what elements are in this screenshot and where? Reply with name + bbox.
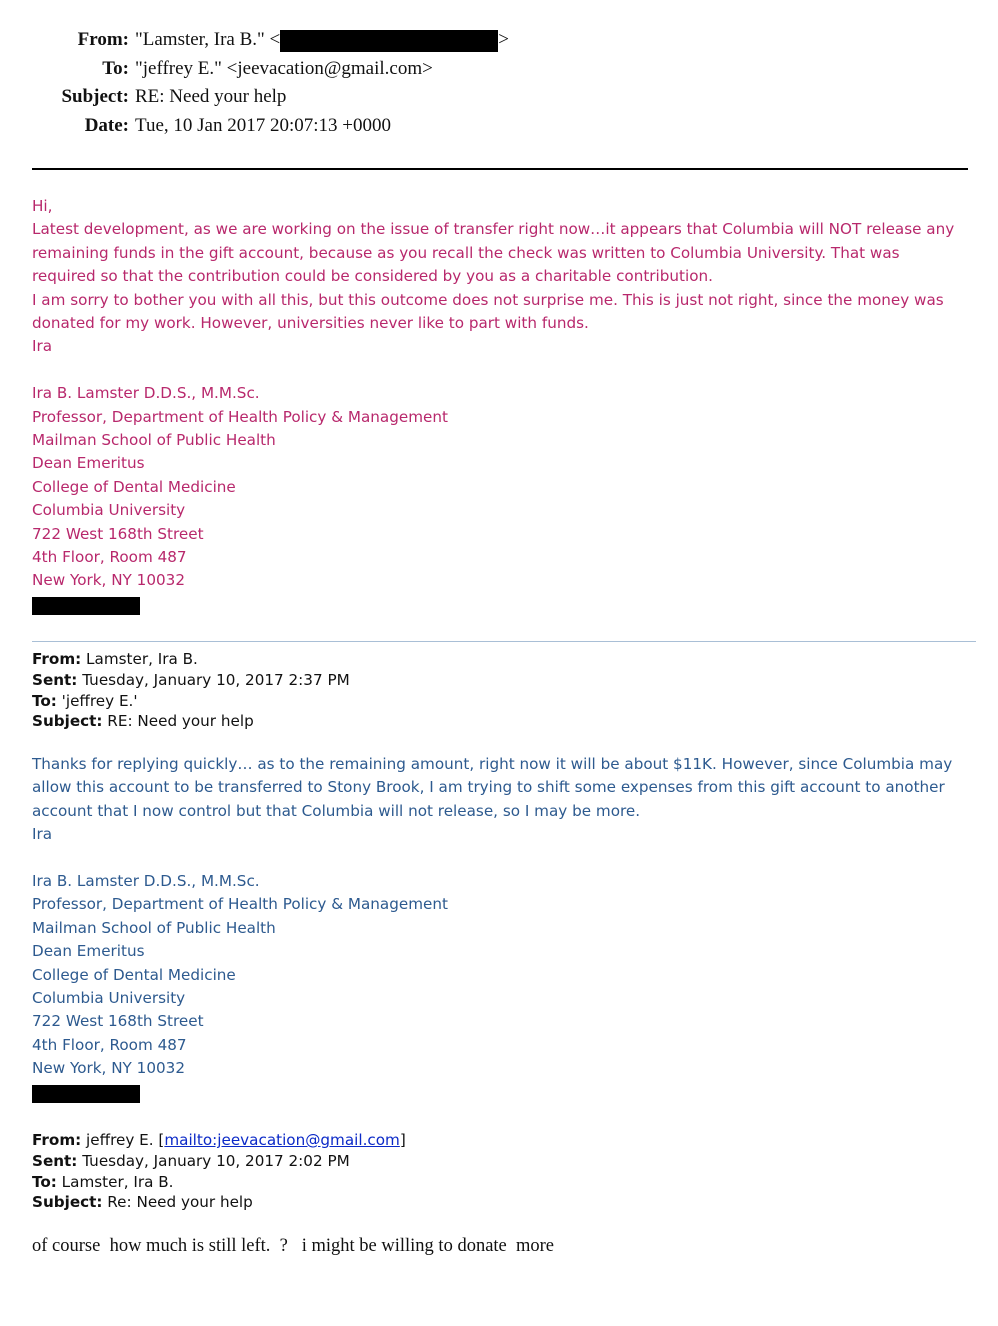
quoted-header-1 xyxy=(32,649,932,732)
signature-line: College of Dental Medicine xyxy=(32,477,236,496)
blank-line xyxy=(32,359,972,382)
signature-line: 4th Floor, Room 487 xyxy=(32,1035,187,1054)
quoted-subject-value: Re: Need your help xyxy=(102,1193,253,1212)
signature-line: New York, NY 10032 xyxy=(32,1059,185,1078)
signature-line: 722 West 168th Street xyxy=(32,1012,204,1031)
header-date-label: Date: xyxy=(84,115,129,137)
signature-line: Dean Emeritus xyxy=(32,454,145,473)
header-divider xyxy=(32,168,968,170)
header-from-tail: > xyxy=(498,29,509,50)
header-subject-label: Subject: xyxy=(61,86,129,108)
message-line: account that I now control but that Columbia will not release, so I may be more. xyxy=(32,801,641,820)
message-line: allow this account to be transferred to Stony Brook, I am trying to shift some expenses from this gift account to another xyxy=(32,778,945,797)
header-from-label: From: xyxy=(77,29,129,50)
message-line: I am sorry to bother you with all this, but this outcome does not surprise me. This is just not right, since the money was xyxy=(32,290,944,309)
quoted-sent-label: Sent: xyxy=(32,670,78,689)
quoted-subject-label: Subject: xyxy=(32,1193,103,1212)
quoted-to-row xyxy=(32,691,932,712)
signature-block-2 xyxy=(32,870,972,1081)
quoted-to-value: Lamster, Ira B. xyxy=(56,1172,174,1191)
quoted-sent-row xyxy=(32,1151,932,1172)
quoted-subject-label: Subject: xyxy=(32,712,103,731)
signature-line: Professor, Department of Health Policy & Management xyxy=(32,407,448,426)
quoted-subject-value: RE: Need your help xyxy=(102,712,254,731)
link-bracket: [ xyxy=(158,1131,165,1149)
quoted-from-value: Lamster, Ira B. xyxy=(81,650,198,668)
signature-line: 4th Floor, Room 487 xyxy=(32,548,187,567)
message-line: remaining funds in the gift account, because as you recall the check was written to Columbia University. That was xyxy=(32,243,900,262)
message-line: required so that the contribution could be considered by you as a charitable contribution. xyxy=(32,267,713,286)
signature-line: Professor, Department of Health Policy & Management xyxy=(32,895,448,914)
header-subject-row xyxy=(0,83,600,112)
quoted-from-value: jeffrey E. xyxy=(81,1131,159,1149)
header-date-row xyxy=(0,112,600,141)
quoted-header-2 xyxy=(32,1130,932,1213)
blank-line xyxy=(32,847,972,870)
header-to-row xyxy=(0,55,600,84)
message-line: Latest development, as we are working on the issue of transfer right now…it appears that Columbia will NOT release any xyxy=(32,220,955,239)
redaction-bar xyxy=(32,1085,140,1103)
quoted-from-label: From: xyxy=(32,650,82,668)
quoted-from-row xyxy=(32,1130,932,1151)
header-from-row xyxy=(0,26,600,55)
redaction-bar xyxy=(280,30,498,52)
header-from-value: "Lamster, Ira B." < xyxy=(135,29,281,50)
quoted-subject-row xyxy=(32,1192,932,1213)
email-link[interactable]: mailto:jeevacation@gmail.com xyxy=(164,1131,400,1149)
message-line: Hi, xyxy=(32,197,53,215)
header-subject-value: RE: Need your help xyxy=(135,86,287,108)
signature-line: Mailman School of Public Health xyxy=(32,918,276,937)
signature-line: Ira B. Lamster D.D.S., M.M.Sc. xyxy=(32,872,260,891)
message-body-3: of course how much is still left. ? i might be willing to donate more xyxy=(32,1236,555,1256)
quoted-subject-row xyxy=(32,711,932,732)
quoted-to-label: To: xyxy=(32,691,57,710)
quoted-sent-value: Tuesday, January 10, 2017 2:37 PM xyxy=(77,670,350,689)
quoted-sent-label: Sent: xyxy=(32,1151,78,1170)
link-bracket: ] xyxy=(399,1131,406,1149)
signature-line: Dean Emeritus xyxy=(32,942,145,961)
quoted-to-row xyxy=(32,1172,932,1193)
quoted-sent-value: Tuesday, January 10, 2017 2:02 PM xyxy=(77,1151,350,1170)
header-to-label: To: xyxy=(102,57,129,79)
signature-line: 722 West 168th Street xyxy=(32,524,204,543)
message-line: Ira xyxy=(32,337,53,356)
quoted-to-value: 'jeffrey E.' xyxy=(56,691,138,710)
signature-line: Mailman School of Public Health xyxy=(32,431,276,450)
message-body-2 xyxy=(32,753,972,1081)
signature-line: New York, NY 10032 xyxy=(32,571,185,590)
signature-line: College of Dental Medicine xyxy=(32,965,236,984)
signature-line: Ira B. Lamster D.D.S., M.M.Sc. xyxy=(32,384,260,403)
signature-line: Columbia University xyxy=(32,989,186,1008)
header-date-value: Tue, 10 Jan 2017 20:07:13 +0000 xyxy=(135,115,391,137)
quoted-sent-row xyxy=(32,670,932,691)
quoted-from-row xyxy=(32,649,932,670)
message-line: Ira xyxy=(32,825,53,844)
quoted-from-label: From: xyxy=(32,1131,82,1149)
redaction-bar xyxy=(32,597,140,615)
message-body-1 xyxy=(32,195,972,593)
signature-line: Columbia University xyxy=(32,501,186,520)
signature-block-1 xyxy=(32,382,972,593)
message-line: donated for my work. However, universities never like to part with funds. xyxy=(32,314,589,333)
quote-divider xyxy=(32,641,976,642)
email-header xyxy=(0,26,600,141)
message-line: Thanks for replying quickly… as to the remaining amount, right now it will be about $11K. However, since Columbia may xyxy=(32,755,953,773)
quoted-to-label: To: xyxy=(32,1172,57,1191)
header-to-value: "jeffrey E." <jeevacation@gmail.com> xyxy=(135,57,433,79)
